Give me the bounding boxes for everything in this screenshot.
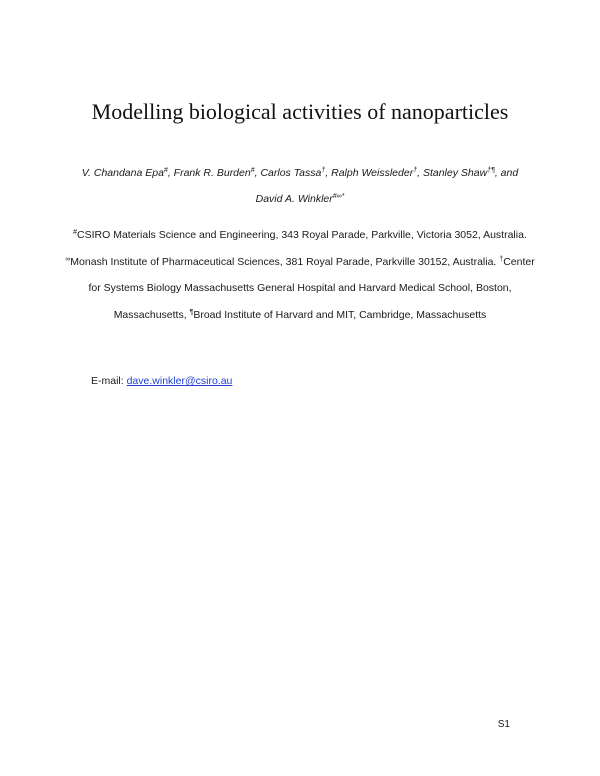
affiliation-text: Center for Systems Biology Massachusetts General Hospital and Harvard Medical School, Boston, Massachusetts, <box>88 255 535 321</box>
author-name: Ralph Weissleder <box>331 167 414 179</box>
author-name: David A. Winkler <box>255 193 333 205</box>
affiliation-mark: ∞ <box>65 255 71 263</box>
author-mark: † <box>413 167 418 174</box>
affiliation-mark: ¶ <box>189 308 194 316</box>
author-name: Carlos Tassa <box>260 167 322 179</box>
author-separator: , <box>254 167 258 179</box>
author-mark: † <box>321 167 326 174</box>
author-name: Stanley Shaw <box>422 167 488 179</box>
affiliation-text: Broad Institute of Harvard and MIT, Cambridge, Massachusetts <box>193 308 487 321</box>
author-mark: †¶ <box>487 167 495 174</box>
author-mark: # <box>250 167 255 174</box>
author-separator: , <box>417 167 421 179</box>
affiliation-text: Monash Institute of Pharmaceutical Sciences, 381 Royal Parade, Parkville 30152, Australia. <box>70 255 497 268</box>
affiliation-mark: † <box>499 255 504 263</box>
email-label: E-mail: <box>91 375 124 387</box>
email-link[interactable]: dave.winkler@csiro.au <box>126 375 233 387</box>
page-number: S1 <box>497 719 510 730</box>
author-mark: #∞* <box>332 193 345 200</box>
author-separator: , and <box>494 167 519 179</box>
author-name: V. Chandana Epa <box>81 167 164 179</box>
paper-title: Modelling biological activities of nanoparticles <box>91 99 509 124</box>
author-list <box>60 160 540 212</box>
affiliations <box>60 222 540 328</box>
author-mark: # <box>163 167 168 174</box>
author-separator: , <box>167 167 171 179</box>
author-separator: , <box>325 167 329 179</box>
affiliation-mark: # <box>73 229 78 236</box>
affiliation-text: CSIRO Materials Science and Engineering, 343 Royal Parade, Parkville, Victoria 3052, Australia. <box>77 229 527 241</box>
email-line <box>91 374 232 388</box>
author-name: Frank R. Burden <box>173 167 251 179</box>
